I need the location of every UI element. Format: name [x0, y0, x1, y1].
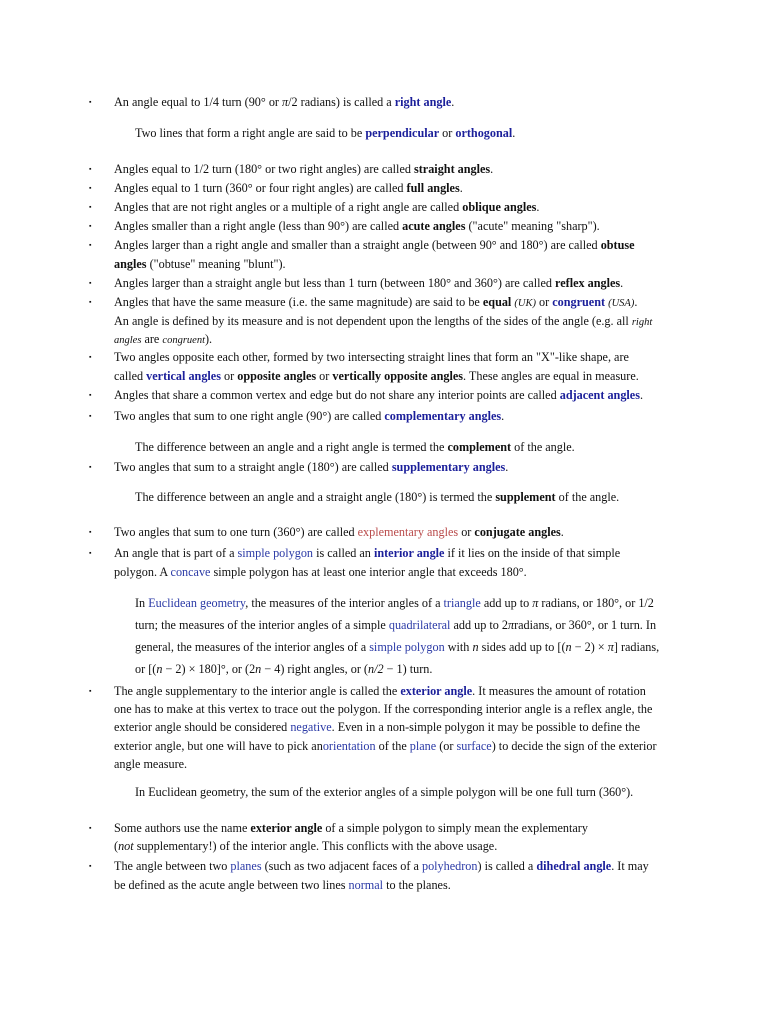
- link-triangle[interactable]: triangle: [443, 596, 481, 610]
- link-exterior-angle[interactable]: exterior angle: [400, 684, 473, 698]
- text-line: Two angles that sum to one turn (360°) are called explementary angles or conjugate angles.: [114, 525, 564, 539]
- link-vertical-angles[interactable]: vertical angles: [146, 369, 221, 383]
- text-line: An angle equal to 1/4 turn (90° or π/2 radians) is called a right angle.: [114, 95, 455, 109]
- text-line: An angle that is part of a simple polygon is called an interior angle if it lies on the inside of that simple: [114, 546, 621, 560]
- text-line: angle measure.: [114, 757, 188, 771]
- link-explementary-angles[interactable]: explementary angles: [357, 525, 459, 539]
- link-planes[interactable]: planes: [230, 859, 262, 873]
- link-simple-polygon[interactable]: simple polygon: [237, 546, 314, 560]
- text-line: Two lines that form a right angle are said to be perpendicular or orthogonal.: [135, 126, 516, 140]
- text-line: exterior angle, but one will have to pick anorientation of the plane (or surface) to decide the sign of the exterior: [114, 739, 657, 753]
- text-line: In Euclidean geometry, the sum of the exterior angles of a simple polygon will be one full turn (360°).: [135, 785, 634, 799]
- text-line: In Euclidean geometry, the measures of the interior angles of a triangle add up to π radians, or 180°, or 1/2: [135, 596, 654, 610]
- text-line: (not supplementary!) of the interior angle. This conflicts with the above usage.: [114, 839, 498, 853]
- text-line: Some authors use the name exterior angle of a simple polygon to simply mean the explementary: [114, 821, 588, 835]
- text-line: turn; the measures of the interior angles of a simple quadrilateral add up to 2πradians, or 360°, or 1 turn. In: [135, 618, 657, 632]
- bullet-icon: ▪: [89, 412, 92, 420]
- bullet-icon: ▪: [89, 687, 92, 695]
- link-interior-angle[interactable]: interior angle: [373, 546, 445, 560]
- text-line: angles ("obtuse" meaning "blunt").: [114, 257, 286, 271]
- text-line: The angle between two planes (such as two adjacent faces of a polyhedron) is called a dihedral angle. It may: [114, 859, 649, 873]
- text-line: The difference between an angle and a straight angle (180°) is termed the supplement of the angle.: [135, 490, 620, 504]
- text-line: Angles that have the same measure (i.e. the same magnitude) are said to be equal (UK) or congruent (USA).: [114, 295, 638, 309]
- text-line: general, the measures of the interior angles of a simple polygon with n sides add up to [(n − 2) × π] radians,: [135, 640, 660, 654]
- link-polyhedron[interactable]: polyhedron: [421, 859, 478, 873]
- link-complementary-angles[interactable]: complementary angles: [384, 409, 502, 423]
- text-line: Two angles that sum to a straight angle (180°) are called supplementary angles.: [114, 460, 509, 474]
- text-line: Angles that are not right angles or a multiple of a right angle are called oblique angles.: [114, 200, 540, 214]
- bullet-icon: ▪: [89, 203, 92, 211]
- text-line: one has to make at this vertex to trace out the polygon. If the corresponding interior angle is a reflex angle, the: [114, 702, 653, 716]
- text-line: Angles smaller than a right angle (less than 90°) are called acute angles ("acute" meaning "sharp").: [114, 219, 600, 233]
- link-normal[interactable]: normal: [348, 878, 384, 892]
- link-negative[interactable]: negative: [290, 720, 332, 734]
- text-line: or [(n − 2) × 180]°, or (2n − 4) right angles, or (n/2 − 1) turn.: [135, 662, 433, 676]
- text-line: Angles that share a common vertex and edge but do not share any interior points are called adjacent angles.: [114, 388, 643, 402]
- text-line: An angle is defined by its measure and is not dependent upon the lengths of the sides of the angle (e.g. all right: [114, 314, 653, 328]
- bullet-icon: ▪: [89, 184, 92, 192]
- text-line: exterior angle should be considered negative. Even in a non-simple polygon it may be possible to define the: [114, 720, 640, 734]
- link-orthogonal[interactable]: orthogonal: [455, 126, 513, 140]
- link-right-angle[interactable]: right angle: [394, 95, 452, 109]
- link-quadrilateral[interactable]: quadrilateral: [388, 618, 451, 632]
- text-line: Two angles opposite each other, formed by two intersecting straight lines that form an "X"-like shape, are: [114, 350, 629, 364]
- link-plane[interactable]: plane: [409, 739, 437, 753]
- text-line: The angle supplementary to the interior angle is called the exterior angle. It measures the amount of rotation: [114, 684, 646, 698]
- text-line: called vertical angles or opposite angles or vertically opposite angles. These angles are equal in measure.: [114, 369, 639, 383]
- link-surface[interactable]: surface: [456, 739, 492, 753]
- link-simple-polygon-2[interactable]: simple polygon: [369, 640, 445, 654]
- bullet-icon: ▪: [89, 824, 92, 832]
- bullet-icon: ▪: [89, 222, 92, 230]
- link-congruent[interactable]: congruent: [552, 295, 606, 309]
- text-line: Angles equal to 1 turn (360° or four right angles) are called full angles.: [114, 181, 463, 195]
- bullet-icon: ▪: [89, 298, 92, 306]
- bullet-icon: ▪: [89, 353, 92, 361]
- text-line: Two angles that sum to one right angle (90°) are called complementary angles.: [114, 409, 505, 423]
- link-perpendicular[interactable]: perpendicular: [365, 126, 440, 140]
- bullet-icon: ▪: [89, 862, 92, 870]
- bullet-icon: ▪: [89, 165, 92, 173]
- link-supplementary-angles[interactable]: supplementary angles: [391, 460, 506, 474]
- link-orientation[interactable]: orientation: [322, 739, 376, 753]
- text-line: Angles larger than a straight angle but less than 1 turn (between 180° and 360°) are called reflex angles.: [114, 276, 624, 290]
- link-dihedral-angle[interactable]: dihedral angle: [536, 859, 612, 873]
- bullet-icon: ▪: [89, 549, 92, 557]
- bullet-icon: ▪: [89, 279, 92, 287]
- bullet-icon: ▪: [89, 463, 92, 471]
- link-adjacent-angles[interactable]: adjacent angles: [559, 388, 640, 402]
- link-euclidean-geometry[interactable]: Euclidean geometry: [148, 596, 246, 610]
- bullet-icon: ▪: [89, 391, 92, 399]
- bullet-icon: ▪: [89, 528, 92, 536]
- text-line: polygon. A concave simple polygon has at least one interior angle that exceeds 180°.: [114, 565, 527, 579]
- text-line: Angles larger than a right angle and smaller than a straight angle (between 90° and 180°) are called obtuse: [114, 238, 635, 252]
- text-line: The difference between an angle and a right angle is termed the complement of the angle.: [135, 440, 575, 454]
- text-line: angles are congruent).: [114, 332, 213, 346]
- bullet-icon: ▪: [89, 98, 92, 106]
- bullet-icon: ▪: [89, 241, 92, 249]
- text-line: Angles equal to 1/2 turn (180° or two right angles) are called straight angles.: [114, 162, 494, 176]
- link-concave[interactable]: concave: [170, 565, 211, 579]
- text-line: be defined as the acute angle between two lines normal to the planes.: [114, 878, 451, 892]
